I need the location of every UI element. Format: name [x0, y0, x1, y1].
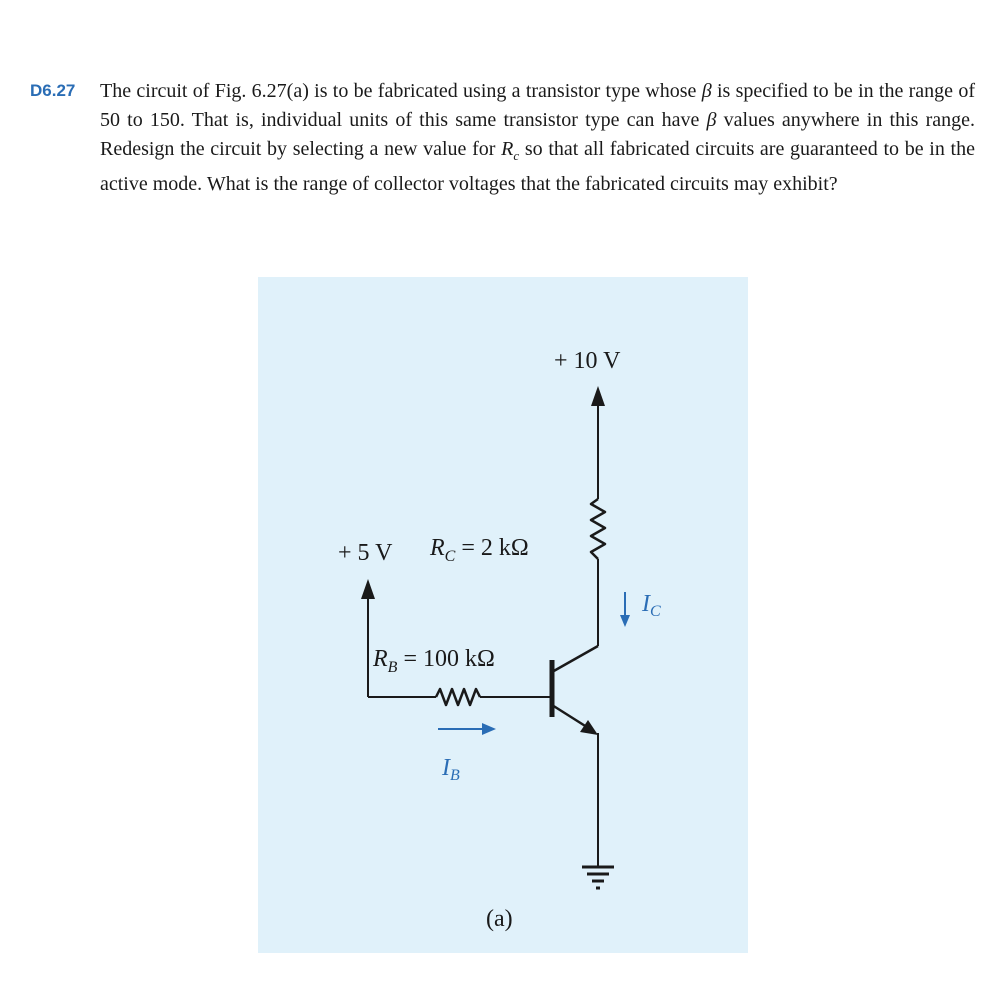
ib-label: $I_B$ [442, 755, 460, 784]
problem-block [30, 77, 975, 199]
transistor-collector [552, 646, 598, 672]
beta-symbol: β [701, 80, 712, 102]
rb-resistor [436, 689, 480, 705]
rc-subscript: c [513, 148, 520, 163]
figure-caption: (a) [486, 906, 513, 932]
transistor-emitter [552, 705, 590, 729]
text-part: values anywhere in this range. Redesign the circuit by selecting a new value for [100, 109, 975, 160]
text-part: so that all fabricated circuits are guaranteed to be in the active mode. What is the range of collector voltages that the fabricated circuits may exhibit? [100, 138, 975, 195]
emitter-arrow-icon [580, 720, 598, 735]
problem-text [100, 77, 975, 199]
beta-symbol: β [706, 109, 717, 131]
ib-arrowhead [482, 723, 496, 735]
supply-top-label: + 10 V [554, 348, 621, 374]
rc-label: $R_C = 2$ kΩ [430, 535, 529, 565]
text-part: The circuit of Fig. 6.27(a) is to be fabricated using a transistor type whose [100, 80, 702, 102]
rc-symbol: R [501, 138, 514, 160]
circuit-figure [258, 277, 748, 953]
supply-left-arrow [361, 579, 375, 599]
circuit-diagram [258, 277, 748, 953]
rb-label: $R_B = 100$ kΩ [373, 646, 495, 676]
problem-number: D6.27 [30, 81, 76, 100]
rc-resistor [591, 499, 605, 559]
ic-label: $I_C$ [642, 591, 661, 620]
supply-top-arrow [591, 386, 605, 406]
ic-arrowhead [620, 615, 630, 627]
text-part: is specified to be in the range of 50 to 150. That is, individual units of this same transistor type can have [100, 80, 975, 131]
supply-left-label: + 5 V [338, 540, 393, 566]
